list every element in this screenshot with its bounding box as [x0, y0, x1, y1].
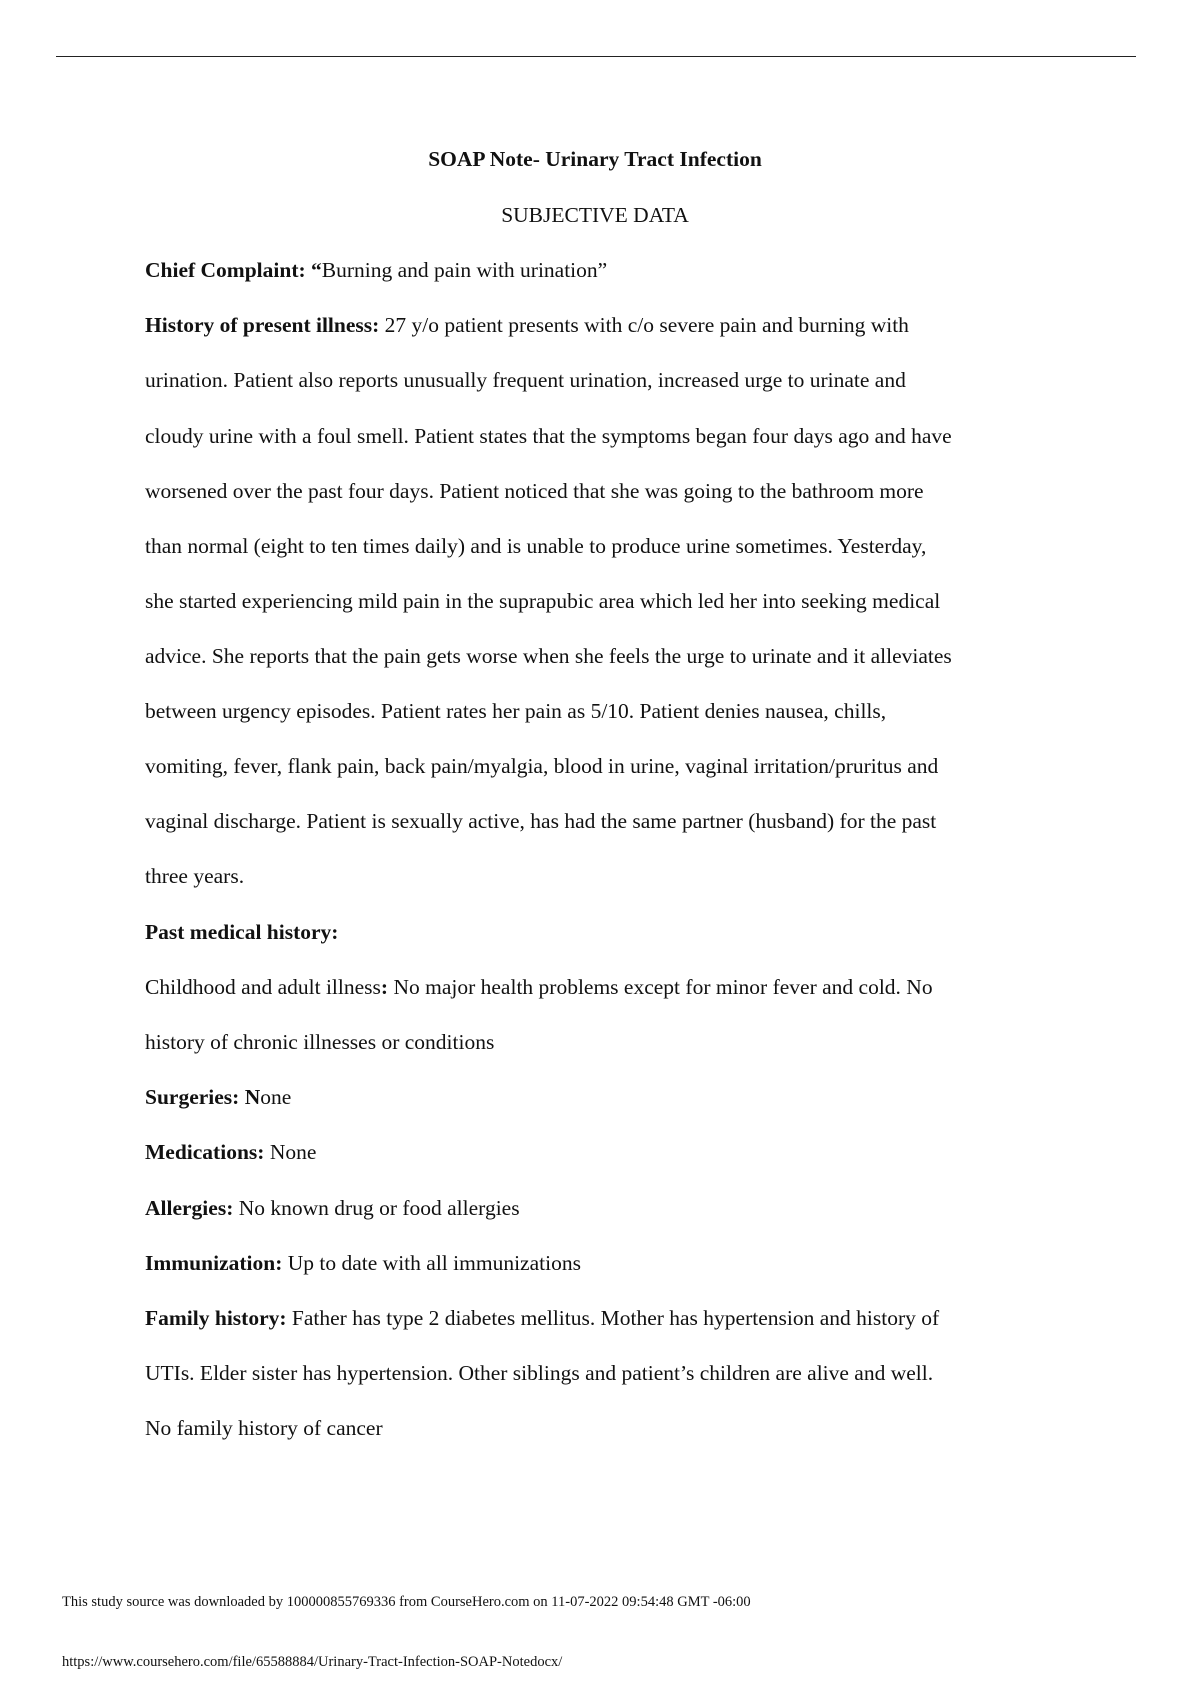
family-history — [145, 1305, 1075, 1331]
footer-url[interactable]: https://www.coursehero.com/file/65588884/Urinary-Tract-Infection-SOAP-Notedocx/ — [62, 1654, 563, 1670]
chief-complaint-text: Burning and pain with urination” — [321, 258, 608, 282]
hpi-line: between urgency episodes. Patient rates her pain as 5/10. Patient denies nausea, chills, — [145, 699, 887, 723]
childhood-illness-colon: : — [380, 975, 389, 999]
surgeries — [145, 1084, 1075, 1110]
childhood-illness-label: Childhood and adult illness — [145, 975, 381, 999]
hpi-line: worsened over the past four days. Patient noticed that she was going to the bathroom more — [145, 479, 924, 503]
hpi-line: vomiting, fever, flank pain, back pain/myalgia, blood in urine, vaginal irritation/pruritus and — [145, 754, 939, 778]
hpi-text: 27 y/o patient presents with c/o severe pain and burning with — [379, 313, 909, 337]
hpi-line: than normal (eight to ten times daily) and is unable to produce urine sometimes. Yesterday, — [145, 534, 927, 558]
hpi-line: she started experiencing mild pain in the suprapubic area which led her into seeking medical — [145, 589, 941, 613]
chief-complaint-label: Chief Complaint: “ — [145, 258, 322, 282]
header-rule — [56, 56, 1136, 57]
immunization-label: Immunization: — [145, 1251, 283, 1275]
surgeries-text: one — [260, 1085, 292, 1109]
family-history-line: UTIs. Elder sister has hypertension. Other siblings and patient’s children are alive and well. — [145, 1361, 934, 1385]
allergies-label: Allergies: — [145, 1196, 234, 1220]
immunization — [145, 1250, 1075, 1276]
footer-source-note: This study source was downloaded by 100000855769336 from CourseHero.com on 11-07-2022 09:54:48 GMT -06:00 — [62, 1594, 751, 1610]
hpi-first-line — [145, 312, 1075, 338]
section-heading-subjective: SUBJECTIVE DATA — [501, 203, 689, 227]
medications-label: Medications: — [145, 1140, 265, 1164]
document-title: SOAP Note- Urinary Tract Infection — [428, 147, 762, 171]
childhood-illness — [145, 974, 1075, 1000]
hpi-line: three years. — [145, 864, 245, 888]
past-medical-history-label: Past medical history: — [145, 920, 339, 944]
hpi-line: cloudy urine with a foul smell. Patient states that the symptoms began four days ago and have — [145, 424, 952, 448]
childhood-illness-line: history of chronic illnesses or conditions — [145, 1030, 495, 1054]
medications — [145, 1139, 1075, 1165]
hpi-line: advice. She reports that the pain gets worse when she feels the urge to urinate and it alleviates — [145, 644, 952, 668]
hpi-line: vaginal discharge. Patient is sexually active, has had the same partner (husband) for the past — [145, 809, 937, 833]
family-history-line: No family history of cancer — [145, 1416, 383, 1440]
family-history-label: Family history: — [145, 1306, 287, 1330]
chief-complaint — [145, 257, 1075, 283]
surgeries-label: Surgeries: N — [145, 1085, 261, 1109]
childhood-illness-text: No major health problems except for minor fever and cold. No — [388, 975, 933, 999]
hpi-label: History of present illness: — [145, 313, 380, 337]
allergies-text: No known drug or food allergies — [233, 1196, 520, 1220]
immunization-text: Up to date with all immunizations — [282, 1251, 581, 1275]
family-history-text: Father has type 2 diabetes mellitus. Mother has hypertension and history of — [286, 1306, 940, 1330]
medications-text: None — [264, 1140, 317, 1164]
allergies — [145, 1195, 1075, 1221]
hpi-line: urination. Patient also reports unusually frequent urination, increased urge to urinate and — [145, 368, 906, 392]
